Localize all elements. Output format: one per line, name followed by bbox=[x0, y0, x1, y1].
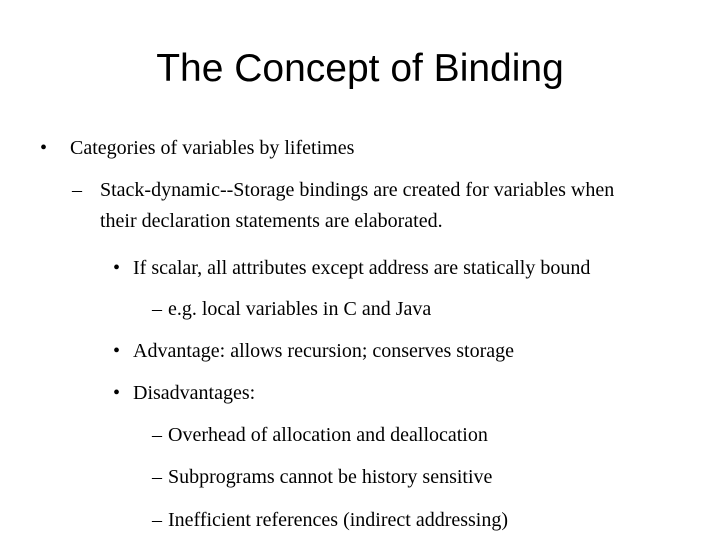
bullet-marker: • bbox=[113, 340, 121, 362]
bullet-marker: • bbox=[40, 137, 48, 159]
if-scalar-bullet: If scalar, all attributes except address are statically bound bbox=[133, 257, 591, 279]
local-variables-example: e.g. local variables in C and Java bbox=[168, 298, 432, 320]
dash-marker: – bbox=[152, 466, 162, 488]
advantage-bullet: Advantage: allows recursion; conserves storage bbox=[133, 340, 514, 362]
bullet-marker: • bbox=[113, 382, 121, 404]
overhead-item: Overhead of allocation and deallocation bbox=[168, 424, 488, 446]
slide-title: The Concept of Binding bbox=[156, 47, 564, 90]
bullet-marker: • bbox=[113, 257, 121, 279]
bullet-categories-of-variables: Categories of variables by lifetimes bbox=[70, 137, 355, 159]
dash-marker: – bbox=[72, 179, 82, 201]
stack-dynamic-text: Stack-dynamic--Storage bindings are created for variables when bbox=[100, 179, 615, 201]
stack-dynamic-text-continued: their declaration statements are elaborated. bbox=[100, 210, 443, 232]
dash-marker: – bbox=[152, 298, 162, 320]
disadvantages-bullet: Disadvantages: bbox=[133, 382, 256, 404]
dash-marker: – bbox=[152, 509, 162, 531]
dash-marker: – bbox=[152, 424, 162, 446]
inefficient-references-item: Inefficient references (indirect addressing) bbox=[168, 509, 509, 531]
history-sensitive-item: Subprograms cannot be history sensitive bbox=[168, 466, 493, 488]
